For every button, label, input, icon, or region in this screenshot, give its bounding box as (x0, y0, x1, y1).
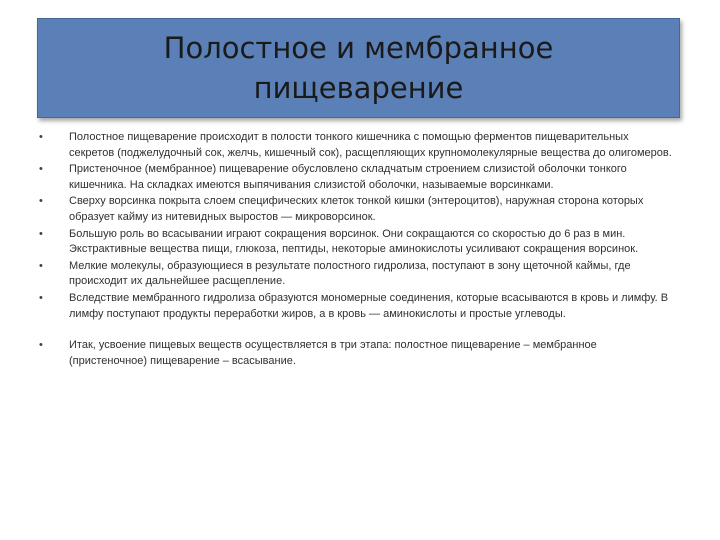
bullet-text: Итак, усвоение пищевых веществ осуществляется в три этапа: полостное пищеварение – мембранное (пристеночное) пищеварение – всасывание. (69, 339, 597, 367)
bullet-text: Полостное пищеварение происходит в полости тонкого кишечника с помощью ферментов пищеварительных секретов (поджелудочный сок, желчь, кишечный сок), расщепляющих крупномолекулярные вещества до олигомеров. (69, 131, 672, 159)
slide-title (38, 28, 679, 108)
bullet-item-small-molecules (36, 259, 676, 290)
bullet-text: Большую роль во всасывании играют сокращения ворсинок. Они сокращаются со скоростью до 6 раз в мин. Экстрактивные вещества пищи, глюкоза, пептиды, некоторые аминокислоты усиливают сокращения ворсинок. (69, 227, 639, 256)
bullet-item-villus-cells (36, 194, 676, 225)
slide-title-box (37, 18, 680, 118)
bullet-list (36, 130, 676, 369)
bullet-item-membrane-digestion (36, 162, 676, 193)
bullet-item-membrane-hydrolysis (36, 291, 676, 322)
bullet-text: Пристеночное (мембранное) пищеварение обусловлено складчатым строением слизистой оболочки тонкого кишечника. На складках имеются выпячивания слизистой оболочки, называемые ворсинками. (69, 163, 627, 191)
bullet-item-cavity-digestion (36, 130, 676, 161)
bullet-icon: • (39, 131, 43, 143)
slide-title-line-1: Полостное и мембранное (163, 31, 554, 65)
bullet-icon: • (39, 339, 43, 352)
bullet-icon: • (39, 163, 43, 176)
slide-title-line-2: пищеварение (253, 71, 464, 105)
bullet-text: Сверху ворсинка покрыта слоем специфических клеток тонкой кишки (энтероцитов), наружная сторона которых образует кайму из нитевидных выростов — микроворсинок. (69, 195, 644, 223)
bullet-text: Мелкие молекулы, образующиеся в результате полостного гидролиза, поступают в зону щеточной каймы, где происходит их дальнейшее расщепление. (69, 259, 631, 288)
bullet-item-summary (36, 338, 676, 369)
bullet-icon: • (39, 259, 43, 272)
bullet-icon: • (39, 291, 43, 304)
bullet-icon: • (39, 227, 43, 240)
bullet-item-villus-contraction (36, 227, 676, 258)
bullet-icon: • (39, 195, 43, 208)
bullet-text: Вследствие мембранного гидролиза образуются мономерные соединения, которые всасываются в кровь и лимфу. В лимфу поступают продукты переработки жиров, а в кровь — аминокислоты и простые углеводы. (69, 291, 669, 320)
